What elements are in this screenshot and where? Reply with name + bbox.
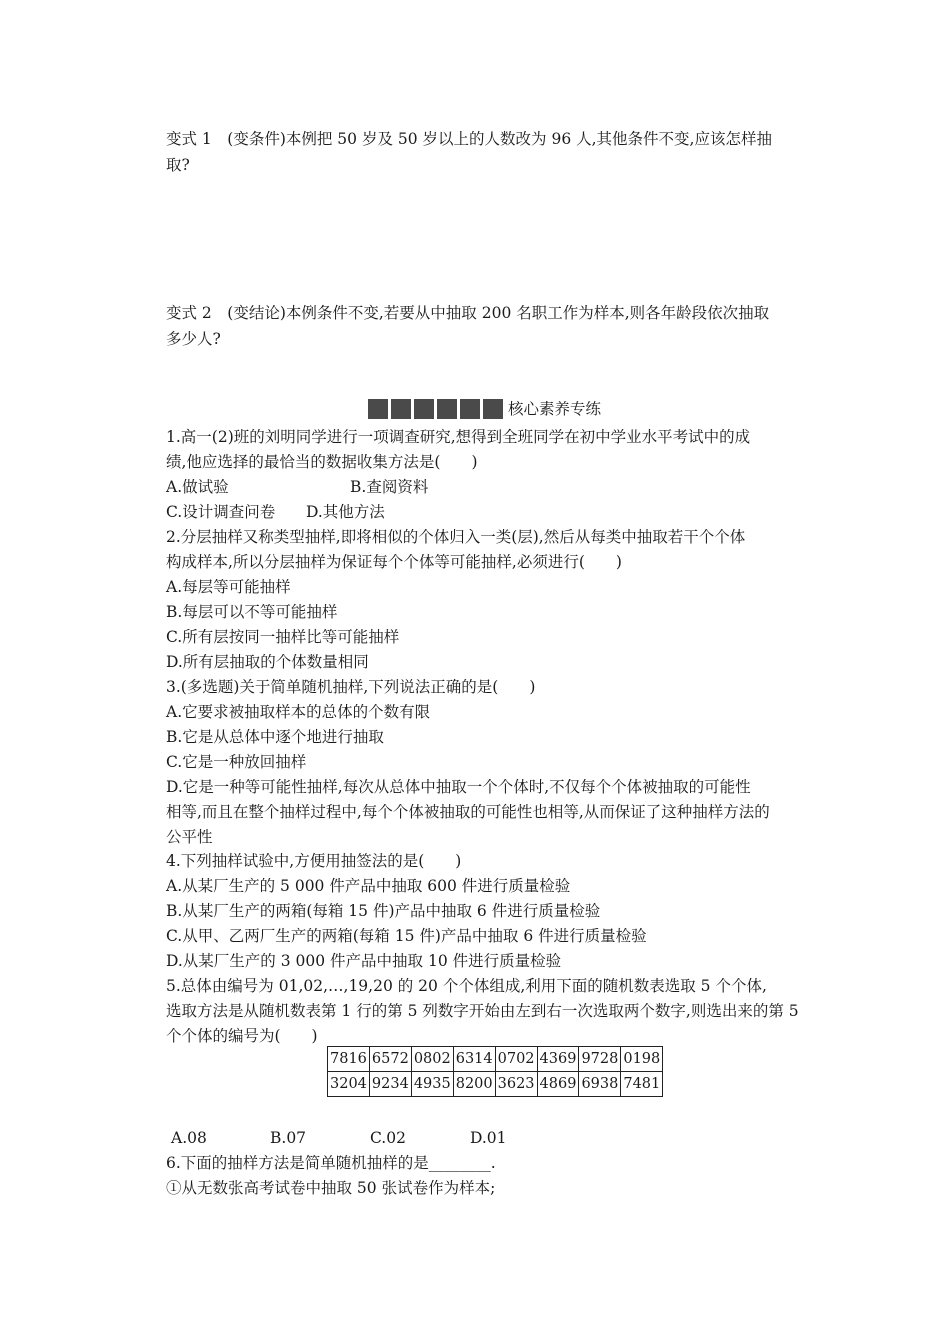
- q1-option-d: D.其他方法: [306, 503, 385, 521]
- table-cell: 6572: [369, 1047, 411, 1072]
- table-cell: 0702: [495, 1047, 537, 1072]
- q1-line2: 绩,他应选择的最恰当的数据收集方法是( ): [166, 453, 478, 471]
- q2-option-c: C.所有层按同一抽样比等可能抽样: [166, 628, 400, 646]
- q2-option-b: B.每层可以不等可能抽样: [166, 603, 338, 621]
- header-block: [460, 399, 480, 419]
- q3-option-a: A.它要求被抽取样本的总体的个数有限: [166, 703, 431, 721]
- table-cell: 4935: [411, 1072, 453, 1097]
- q6-line1: 6.下面的抽样方法是简单随机抽样的是________.: [166, 1154, 496, 1172]
- table-cell: 9234: [369, 1072, 411, 1097]
- table-row: [328, 1047, 663, 1072]
- q3-option-c: C.它是一种放回抽样: [166, 753, 307, 771]
- q2-line2: 构成样本,所以分层抽样为保证每个个体等可能抽样,必须进行( ): [166, 553, 622, 571]
- section-header: [368, 399, 601, 419]
- table-cell: 4869: [537, 1072, 579, 1097]
- q4-option-a: A.从某厂生产的 5 000 件产品中抽取 600 件进行质量检验: [166, 877, 571, 895]
- variant1-line1: 变式 1 (变条件)本例把 50 岁及 50 岁以上的人数改为 96 人,其他条件不变,应该怎样抽: [166, 130, 772, 148]
- table-cell: 3204: [328, 1072, 370, 1097]
- table-row: [328, 1072, 663, 1097]
- section-title: 核心素养专练: [508, 400, 602, 418]
- q1-option-a: A.做试验: [166, 478, 229, 496]
- table-cell: 3623: [495, 1072, 537, 1097]
- variant2-line1: 变式 2 (变结论)本例条件不变,若要从中抽取 200 名职工作为样本,则各年龄段依次抽取: [166, 304, 770, 322]
- q2-line1: 2.分层抽样又称类型抽样,即将相似的个体归入一类(层),然后从每类中抽取若干个个体: [166, 528, 746, 546]
- table-cell: 8200: [453, 1072, 495, 1097]
- q4-line1: 4.下列抽样试验中,方便用抽签法的是( ): [166, 852, 462, 870]
- table-cell: 7481: [621, 1072, 663, 1097]
- table-cell: 0198: [621, 1047, 663, 1072]
- table-cell: 4369: [537, 1047, 579, 1072]
- table-cell: 7816: [328, 1047, 370, 1072]
- q3-option-d-line1: D.它是一种等可能性抽样,每次从总体中抽取一个个体时,不仅每个个体被抽取的可能性: [166, 778, 751, 796]
- q5-line1: 5.总体由编号为 01,02,…,19,20 的 20 个个体组成,利用下面的随机数表选取 5 个个体,: [166, 977, 767, 995]
- q1-line1: 1.高一(2)班的刘明同学进行一项调查研究,想得到全班同学在初中学业水平考试中的成: [166, 428, 751, 446]
- q3-option-d-line3: 公平性: [166, 828, 213, 846]
- variant1-line2: 取?: [166, 156, 190, 174]
- q5-option-a: A.08: [171, 1129, 207, 1147]
- table-cell: 0802: [411, 1047, 453, 1072]
- q3-option-d-line2: 相等,而且在整个抽样过程中,每个个体被抽取的可能性也相等,从而保证了这种抽样方法的: [166, 803, 770, 821]
- header-block: [414, 399, 434, 419]
- q5-option-d: D.01: [470, 1129, 507, 1147]
- random-number-table: [327, 1046, 663, 1097]
- q4-option-c: C.从甲、乙两厂生产的两箱(每箱 15 件)产品中抽取 6 件进行质量检验: [166, 927, 647, 945]
- header-block: [483, 399, 503, 419]
- variant2-line2: 多少人?: [166, 330, 221, 348]
- table-cell: 6314: [453, 1047, 495, 1072]
- q2-option-a: A.每层等可能抽样: [166, 578, 291, 596]
- q1-option-c: C.设计调查问卷: [166, 503, 276, 521]
- q6-item1: ①从无数张高考试卷中抽取 50 张试卷作为样本;: [166, 1179, 496, 1197]
- q5-option-b: B.07: [270, 1129, 307, 1147]
- q2-option-d: D.所有层抽取的个体数量相同: [166, 653, 369, 671]
- table-cell: 9728: [579, 1047, 621, 1072]
- table-cell: 6938: [579, 1072, 621, 1097]
- header-block: [391, 399, 411, 419]
- q4-option-b: B.从某厂生产的两箱(每箱 15 件)产品中抽取 6 件进行质量检验: [166, 902, 601, 920]
- q5-option-c: C.02: [370, 1129, 406, 1147]
- q3-line1: 3.(多选题)关于简单随机抽样,下列说法正确的是( ): [166, 678, 536, 696]
- q5-line3: 个个体的编号为( ): [166, 1027, 318, 1045]
- q4-option-d: D.从某厂生产的 3 000 件产品中抽取 10 件进行质量检验: [166, 952, 562, 970]
- q1-option-b: B.查阅资料: [350, 478, 429, 496]
- header-block: [437, 399, 457, 419]
- q3-option-b: B.它是从总体中逐个地进行抽取: [166, 728, 384, 746]
- q5-line2: 选取方法是从随机数表第 1 行的第 5 列数字开始由左到右一次选取两个数字,则选出来的第 5: [166, 1002, 799, 1020]
- header-block: [368, 399, 388, 419]
